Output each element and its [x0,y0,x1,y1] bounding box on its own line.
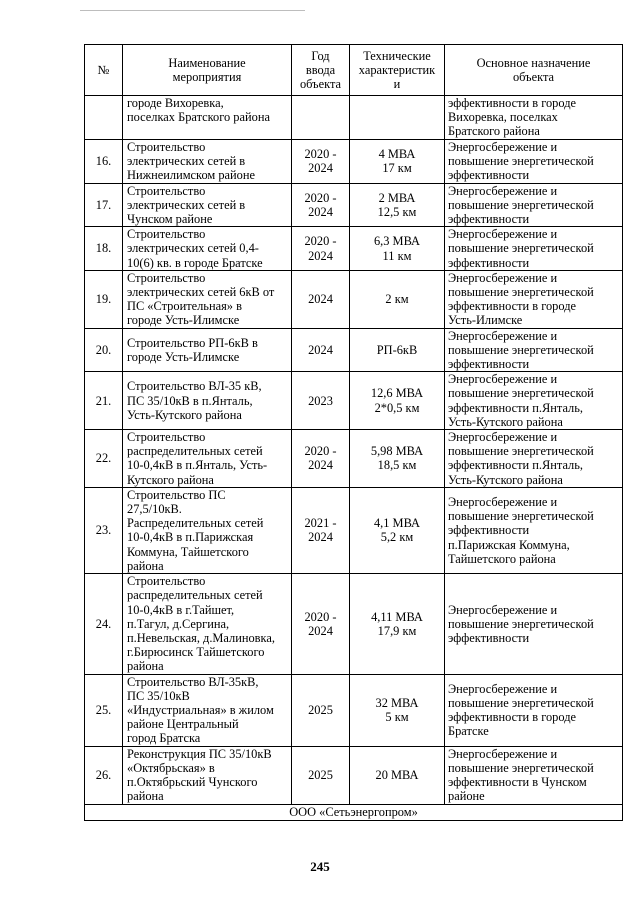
commission-year-cell [292,574,350,674]
measure-name-line: Реконструкция ПС 35/10кВ [127,746,272,761]
measure-name-line: Строительство [127,183,206,198]
purpose-line: Усть-Кутского района [448,414,563,429]
technical-specs-line: 17 км [382,161,412,176]
measure-name-line: Строительство [127,227,206,242]
measure-name-cell [123,140,292,184]
technical-specs-line: 32 МВА [375,695,419,710]
purpose-line: п.Парижская Коммуна, [448,537,570,552]
purpose-line: Энергосбережение и [448,140,558,154]
purpose-line: Энергосбережение и [448,602,558,617]
measure-name-line: поселках Братского района [127,110,270,125]
measure-name-line: района [127,558,164,573]
commission-year-line: 2024 [308,161,333,176]
measures-table [84,44,623,821]
table-row [85,372,623,430]
purpose-line: эффективности [448,255,530,270]
row-number-cell: 26. [85,746,123,804]
measure-name-line: районе Центральный [127,717,239,732]
purpose-line: повышение энергетической [448,386,594,401]
technical-specs-line: 5 км [385,710,409,725]
measure-name-line: 10-0,4кВ в п.Янталь, Усть- [127,458,268,473]
purpose-line: Усть-Илимске [448,313,523,328]
purpose-line: эффективности п.Янталь, [448,458,583,473]
commission-year-line: 2024 [308,458,333,473]
row-number-cell [85,96,123,140]
purpose-cell [445,746,623,804]
technical-specs-line: 20 МВА [375,767,419,782]
header-no: № [85,45,123,96]
technical-specs-line: 2*0,5 км [374,400,420,415]
commission-year-line: 2024 [308,204,333,219]
table-row [85,140,623,184]
scan-artifact-line [80,10,305,11]
commission-year-line: 2024 [308,530,333,545]
row-number-cell: 24. [85,574,123,674]
measure-name-cell [123,270,292,328]
commission-year-cell [292,674,350,746]
technical-specs-line: 17,9 км [377,623,417,638]
measure-name-line: городе Вихоревка, [127,96,224,110]
purpose-line: Энергосбережение и [448,227,558,242]
row-number-cell: 18. [85,227,123,271]
technical-specs-line: РП-6кВ [376,342,418,357]
purpose-cell [445,487,623,573]
commission-year-cell [292,227,350,271]
measure-name-line: Строительство [127,140,206,154]
commission-year-cell [292,140,350,184]
measure-name-line: п.Невельская, д.Малиновка, [127,630,275,645]
purpose-line: повышение энергетической [448,760,594,775]
technical-specs-cell [350,372,445,430]
purpose-line: повышение энергетической [448,444,594,459]
measure-name-line: Строительство [127,270,206,285]
purpose-line: эффективности [448,212,530,227]
measure-name-line: ПС «Строительная» в [127,299,242,314]
technical-specs-cell [350,574,445,674]
measure-name-line: Усть-Кутского района [127,407,242,422]
technical-specs-cell [350,328,445,372]
purpose-line: Братского района [448,124,540,139]
measure-name-line: электрических сетей в [127,154,246,169]
technical-specs-cell [350,430,445,488]
technical-specs-line: 4 МВА [378,147,416,162]
purpose-cell [445,674,623,746]
measure-name-line: 10(6) кв. в городе Братске [127,255,263,270]
technical-specs-cell [350,674,445,746]
commission-year-line: 2025 [308,702,333,717]
technical-specs-cell [350,140,445,184]
org-row [85,804,623,820]
measure-name-line: 10-0,4кВ в п.Парижская [127,530,254,545]
measure-name-line: п.Тагул, д.Сергина, [127,616,230,631]
header-name: Наименование мероприятия [123,45,292,96]
measure-name-cell [123,430,292,488]
measure-name-cell [123,227,292,271]
measure-name-line: город Братска [127,731,201,746]
technical-specs-line: 4,1 МВА [373,516,421,531]
purpose-line: Энергосбережение и [448,430,558,445]
purpose-line: повышение энергетической [448,241,594,256]
row-number-cell: 16. [85,140,123,184]
table-row [85,270,623,328]
measure-name-line: Нижнеилимском районе [127,168,255,183]
table-row [85,430,623,488]
technical-specs-line: 2 км [385,292,409,307]
measure-name-cell [123,674,292,746]
commission-year-cell [292,183,350,227]
measure-name-line: района [127,659,164,674]
purpose-cell [445,372,623,430]
measure-name-line: Строительство ВЛ-35кВ, [127,674,259,689]
table-row [85,574,623,674]
measure-name-line: Строительство ВЛ-35 кВ, [127,379,262,394]
measure-name-line: Строительство [127,574,206,589]
purpose-cell [445,227,623,271]
measure-name-line: городе Усть-Илимске [127,313,240,328]
commission-year-cell [292,270,350,328]
header-purpose: Основное назначение объекта [445,45,623,96]
technical-specs-cell [350,183,445,227]
purpose-line: Энергосбережение и [448,494,558,509]
purpose-line: повышение энергетической [448,197,594,212]
measure-name-line: ПС 35/10кВ в п.Янталь, [127,393,253,408]
technical-specs-line: 12,5 км [377,204,417,219]
measure-name-line: электрических сетей 0,4- [127,241,259,256]
purpose-cell [445,574,623,674]
row-number-cell: 22. [85,430,123,488]
technical-specs-cell [350,487,445,573]
commission-year-line: 2024 [308,248,333,263]
measure-name-line: Распределительных сетей [127,516,264,531]
measure-name-line: Строительство РП-6кВ в [127,335,258,350]
measure-name-line: электрических сетей 6кВ от [127,285,275,300]
row-number-cell: 20. [85,328,123,372]
table-row [85,227,623,271]
commission-year-cell [292,96,350,140]
table-row [85,674,623,746]
row-number-cell: 23. [85,487,123,573]
commission-year-line: 2020 - [304,234,337,249]
purpose-line: Тайшетского района [448,551,556,566]
technical-specs-line: 2 МВА [378,190,416,205]
measure-name-line: электрических сетей в [127,197,246,212]
technical-specs-line: 12,6 МВА [370,386,424,401]
technical-specs-cell [350,96,445,140]
table-header-row [85,45,623,96]
row-number-cell: 25. [85,674,123,746]
header-year: Год ввода объекта [292,45,350,96]
purpose-line: повышение энергетической [448,695,594,710]
purpose-line: Энергосбережение и [448,270,558,285]
purpose-line: эффективности в городе [448,710,577,725]
measure-name-line: «Индустриальная» в жилом [127,702,274,717]
technical-specs-line: 18,5 км [377,458,417,473]
commission-year-line: 2024 [308,292,333,307]
purpose-line: повышение энергетической [448,616,594,631]
measure-name-cell [123,183,292,227]
commission-year-line: 2024 [308,623,333,638]
page-number: 245 [310,859,330,874]
purpose-line: Энергосбережение и [448,372,558,387]
measure-name-line: Строительство ПС [127,487,226,502]
purpose-line: Усть-Кутского района [448,472,563,487]
purpose-line: повышение энергетической [448,342,594,357]
table-row [85,746,623,804]
table-row [85,328,623,372]
measure-name-line: ПС 35/10кВ [127,688,190,703]
purpose-cell [445,328,623,372]
purpose-line: эффективности [448,630,530,645]
row-number-cell: 17. [85,183,123,227]
purpose-cell [445,430,623,488]
measure-name-line: г.Бирюсинск Тайшетского [127,645,265,660]
purpose-cell [445,270,623,328]
commission-year-line: 2020 - [304,147,337,162]
commission-year-cell [292,746,350,804]
purpose-line: эффективности в Чунском [448,775,587,790]
purpose-line: эффективности в городе [448,96,577,110]
technical-specs-line: 5,2 км [380,530,414,545]
purpose-line: повышение энергетической [448,285,594,300]
purpose-line: Братске [448,724,489,739]
measure-name-line: «Октябрьская» в [127,760,215,775]
purpose-line: эффективности п.Янталь, [448,400,583,415]
technical-specs-line: 4,11 МВА [371,609,423,624]
technical-specs-cell [350,270,445,328]
purpose-line: эффективности [448,357,530,372]
technical-specs-line: 11 км [382,248,412,263]
commission-year-line: 2025 [308,767,333,782]
commission-year-line: 2023 [308,393,333,408]
purpose-line: Энергосбережение и [448,183,558,198]
commission-year-cell [292,430,350,488]
row-number-cell: 21. [85,372,123,430]
commission-year-line: 2020 - [304,609,337,624]
measure-name-line: Строительство [127,430,206,445]
table-row [85,487,623,573]
commission-year-cell [292,328,350,372]
purpose-line: эффективности [448,523,530,538]
purpose-line: Энергосбережение и [448,328,558,343]
purpose-line: Энергосбережение и [448,681,558,696]
technical-specs-line: 5,98 МВА [370,444,424,459]
table-row [85,183,623,227]
purpose-line: Вихоревка, поселках [448,110,558,125]
measure-name-line: городе Усть-Илимске [127,349,240,364]
measure-name-cell [123,574,292,674]
purpose-cell [445,140,623,184]
measure-name-line: 10-0,4кВ в г.Тайшет, [127,602,235,617]
commission-year-line: 2020 - [304,444,337,459]
measure-name-cell [123,96,292,140]
purpose-cell [445,96,623,140]
purpose-line: районе [448,789,485,804]
purpose-cell [445,183,623,227]
purpose-line: эффективности в городе [448,299,577,314]
purpose-line: повышение энергетической [448,154,594,169]
row-number-cell: 19. [85,270,123,328]
commission-year-line: 2021 - [304,516,337,531]
measure-name-cell [123,746,292,804]
measure-name-line: распределительных сетей [127,588,263,603]
commission-year-line: 2024 [308,342,333,357]
measure-name-cell [123,487,292,573]
measure-name-line: Коммуна, Тайшетского [127,544,249,559]
measure-name-line: распределительных сетей [127,444,263,459]
measure-name-line: 27,5/10кВ. [127,502,182,517]
measure-name-line: Кутского района [127,472,214,487]
purpose-line: повышение энергетической [448,509,594,524]
commission-year-cell [292,372,350,430]
purpose-line: эффективности [448,168,530,183]
measure-name-cell [123,328,292,372]
technical-specs-cell [350,746,445,804]
measure-name-cell [123,372,292,430]
commission-year-cell [292,487,350,573]
header-tech: Технические характеристик и [350,45,445,96]
measure-name-line: Чунском районе [127,212,213,227]
measure-name-line: п.Октябрьский Чунского [127,775,258,790]
commission-year-line: 2020 - [304,190,337,205]
org-name: ООО «Сетьэнергопром» [85,804,623,820]
table-row [85,96,623,140]
technical-specs-line: 6,3 МВА [373,234,421,249]
technical-specs-cell [350,227,445,271]
measure-name-line: района [127,789,164,804]
purpose-line: Энергосбережение и [448,746,558,761]
